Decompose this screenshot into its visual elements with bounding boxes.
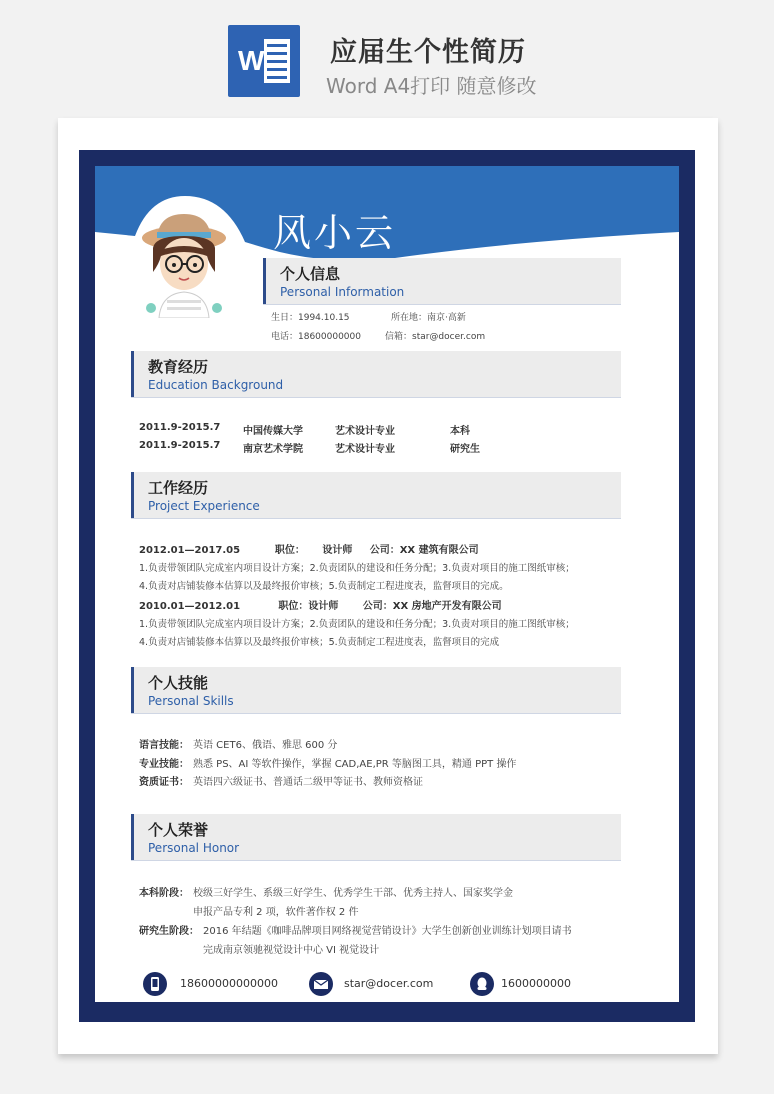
- section-underline: [131, 397, 621, 398]
- section-education: [131, 351, 621, 397]
- job-duty-line: 1.负责带领团队完成室内项目设计方案；2.负责团队的建设和任务分配；3.负责对项目的施工图纸审核；: [139, 563, 575, 574]
- edu-school: 中国传媒大学: [243, 426, 303, 437]
- job-duty-line: 4.负责对店铺装修本估算以及最终报价审核；5.负责制定工程进度表，监督项目的完成: [139, 637, 500, 648]
- skill-text: 英语四六级证书、普通话二级甲等证书、教师资格证: [193, 777, 423, 788]
- promo-banner: [0, 0, 774, 118]
- phone: 电话：18600000000: [271, 332, 361, 342]
- edu-period: 2011.9-2015.7: [139, 440, 221, 451]
- location: 所在地：南京·高新: [391, 313, 466, 323]
- job-duty-line: 1.负责带领团队完成室内项目设计方案；2.负责团队的建设和任务分配；3.负责对项目的施工图纸审核；: [139, 619, 575, 630]
- section-title: 个人技能: [148, 674, 209, 692]
- footer-qq: 1600000000: [501, 977, 571, 990]
- skill-label: 专业技能：: [139, 759, 189, 770]
- section-bar: [131, 351, 134, 397]
- section-title: 个人信息: [280, 265, 341, 283]
- section-subtitle: Personal Honor: [148, 841, 240, 855]
- qq-icon: [470, 972, 494, 996]
- job-header: 2012.01—2017.05 职位： 设计师 公司：XX 建筑有限公司: [139, 545, 479, 556]
- section-bar: [131, 472, 134, 518]
- candidate-name: 风小云: [273, 211, 397, 255]
- honor-label: 研究生阶段：: [139, 926, 199, 937]
- section-bar: [131, 667, 134, 713]
- resume-border-frame: [79, 150, 695, 1022]
- section-underline: [131, 518, 621, 519]
- job-duty-line: 4.负责对店铺装修本估算以及最终报价审核；5.负责制定工程进度表，监督项目的完成。: [139, 581, 509, 592]
- banner-subtitle: Word A4打印 随意修改: [326, 74, 537, 98]
- section-underline: [263, 304, 621, 305]
- section-bar: [263, 258, 266, 304]
- section-title: 教育经历: [148, 358, 209, 376]
- banner-title: 应届生个性简历: [330, 37, 526, 68]
- skill-text: 熟悉 PS、AI 等软件操作，掌握 CAD,AE,PR 等脑图工具，精通 PPT 操作: [193, 759, 517, 770]
- section-title: 个人荣誉: [148, 821, 209, 839]
- honor-text: 申报产品专利 2 项，软件著作权 2 件: [193, 907, 359, 918]
- avatar: [129, 208, 239, 318]
- skill-label: 资质证书：: [139, 777, 189, 788]
- email: 信箱：star@docer.com: [385, 332, 486, 342]
- job-header: 2010.01—2012.01 职位：设计师 公司：XX 房地产开发有限公司: [139, 601, 502, 612]
- section-underline: [131, 860, 621, 861]
- edu-major: 艺术设计专业: [335, 444, 395, 455]
- edu-school: 南京艺术学院: [243, 444, 303, 455]
- section-subtitle: Personal Information: [280, 285, 405, 299]
- edu-degree: 本科: [450, 426, 470, 437]
- section-personal-info: [263, 258, 621, 304]
- honor-text: 完成南京领驰视觉设计中心 VI 视觉设计: [203, 945, 380, 956]
- section-skills: [131, 667, 621, 713]
- section-underline: [131, 713, 621, 714]
- honor-text: 2016 年结题《咖啡品牌项目网络视觉营销设计》大学生创新创业训练计划项目请书: [203, 926, 572, 937]
- section-subtitle: Education Background: [148, 378, 284, 392]
- section-honor: [131, 814, 621, 860]
- footer-phone: 18600000000000: [180, 977, 278, 990]
- section-title: 工作经历: [148, 479, 209, 497]
- edu-period: 2011.9-2015.7: [139, 422, 221, 433]
- avatar-illustration: [129, 208, 239, 318]
- edu-major: 艺术设计专业: [335, 426, 395, 437]
- footer-email: star@docer.com: [344, 977, 434, 990]
- skill-text: 英语 CET6、俄语、雅思 600 分: [193, 740, 338, 751]
- section-subtitle: Project Experience: [148, 499, 260, 513]
- mail-icon: [309, 972, 333, 996]
- section-subtitle: Personal Skills: [148, 694, 234, 708]
- phone-icon: [143, 972, 167, 996]
- word-icon-letter: W: [238, 45, 265, 76]
- honor-label: 本科阶段：: [139, 888, 189, 899]
- section-bar: [131, 814, 134, 860]
- birth-date: 生日：1994.10.15: [271, 313, 350, 323]
- word-app-icon: [228, 25, 300, 97]
- honor-text: 校级三好学生、系级三好学生、优秀学生干部、优秀主持人、国家奖学金: [193, 888, 513, 899]
- resume-page: [58, 118, 718, 1054]
- section-work: [131, 472, 621, 518]
- edu-degree: 研究生: [450, 444, 480, 455]
- resume-content: [95, 166, 679, 1002]
- skill-label: 语言技能：: [139, 740, 189, 751]
